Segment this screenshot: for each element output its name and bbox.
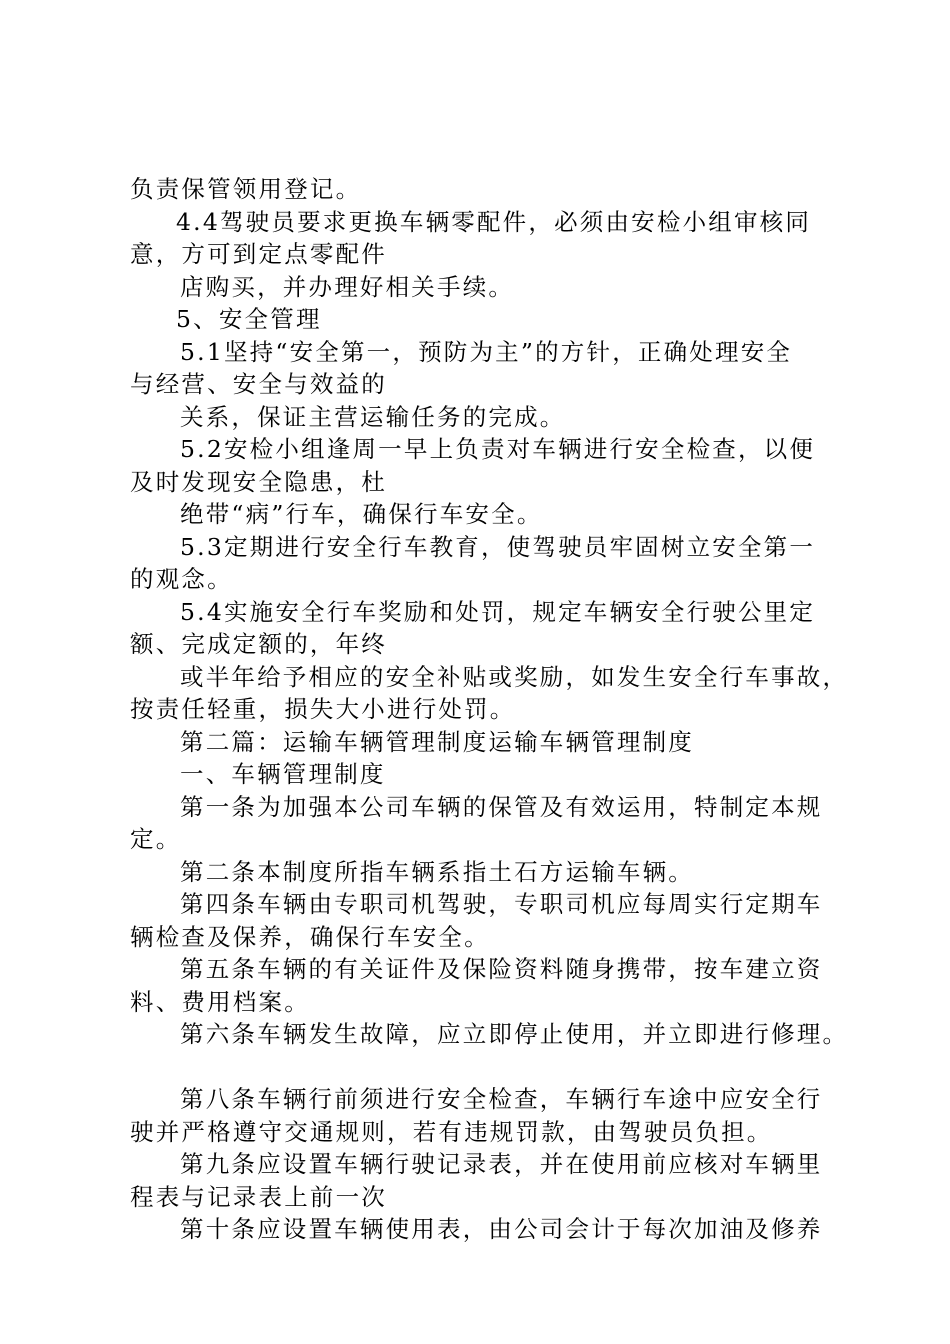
text-line: 关系，保证主营运输任务的完成。 xyxy=(180,402,566,431)
text-line: 第二条本制度所指车辆系指土石方运输车辆。 xyxy=(180,857,694,886)
text-line: 意，方可到定点零配件 xyxy=(130,240,387,268)
text-line: 第九条应设置车辆行驶记录表，并在使用前应核对车辆里 xyxy=(180,1150,823,1178)
text-line: 按责任轻重，损失大小进行处罚。 xyxy=(130,695,516,723)
text-line: 4.4驾驶员要求更换车辆零配件，必须由安检小组审核同 xyxy=(176,207,812,236)
text-line: 程表与记录表上前一次 xyxy=(130,1182,387,1211)
text-line: 5.3定期进行安全行车教育，使驾驶员牢固树立安全第一 xyxy=(180,532,816,561)
text-line: 定。 xyxy=(130,825,182,853)
text-line: 与经营、安全与效益的 xyxy=(130,370,387,398)
text-line: 料、费用档案。 xyxy=(130,987,310,1016)
text-line: 驶并严格遵守交通规则，若有违规罚款，由驾驶员负担。 xyxy=(130,1117,773,1146)
document-body xyxy=(130,173,849,1246)
text-line: 及时发现安全隐患，杜 xyxy=(130,467,387,496)
section-heading: 一、车辆管理制度 xyxy=(180,760,386,788)
text-line: 第一条为加强本公司车辆的保管及有效运用，特制定本规 xyxy=(180,792,823,821)
text-line: 5.2安检小组逢周一早上负责对车辆进行安全检查，以便 xyxy=(180,435,816,463)
text-line: 第八条车辆行前须进行安全检查，车辆行车途中应安全行 xyxy=(180,1085,823,1113)
text-line: 第十条应设置车辆使用表，由公司会计于每次加油及修养 xyxy=(180,1215,823,1243)
text-line: 辆检查及保养，确保行车安全。 xyxy=(130,922,490,951)
chapter-heading: 第二篇：运输车辆管理制度运输车辆管理制度 xyxy=(180,727,694,756)
section-heading: 5、安全管理 xyxy=(176,305,322,333)
text-line: 负责保管领用登记。 xyxy=(130,175,362,203)
text-line: 5.4实施安全行车奖励和处罚，规定车辆安全行驶公里定 xyxy=(180,597,816,626)
text-line: 第六条车辆发生故障，应立即停止使用，并立即进行修理。 xyxy=(180,1020,849,1048)
text-line: 绝带“病”行车，确保行车安全。 xyxy=(180,500,543,528)
text-line: 或半年给予相应的安全补贴或奖励，如发生安全行车事故， xyxy=(180,662,849,691)
text-line: 额、完成定额的，年终 xyxy=(130,630,387,658)
text-line: 5.1坚持“安全第一，预防为主”的方针，正确处理安全 xyxy=(180,337,793,366)
text-line: 第四条车辆由专职司机驾驶，专职司机应每周实行定期车 xyxy=(180,890,823,918)
text-line: 店购买，并办理好相关手续。 xyxy=(180,272,515,301)
text-line: 的观念。 xyxy=(130,565,233,593)
text-line: 第五条车辆的有关证件及保险资料随身携带，按车建立资 xyxy=(180,955,823,983)
blank-line xyxy=(130,1051,840,1084)
